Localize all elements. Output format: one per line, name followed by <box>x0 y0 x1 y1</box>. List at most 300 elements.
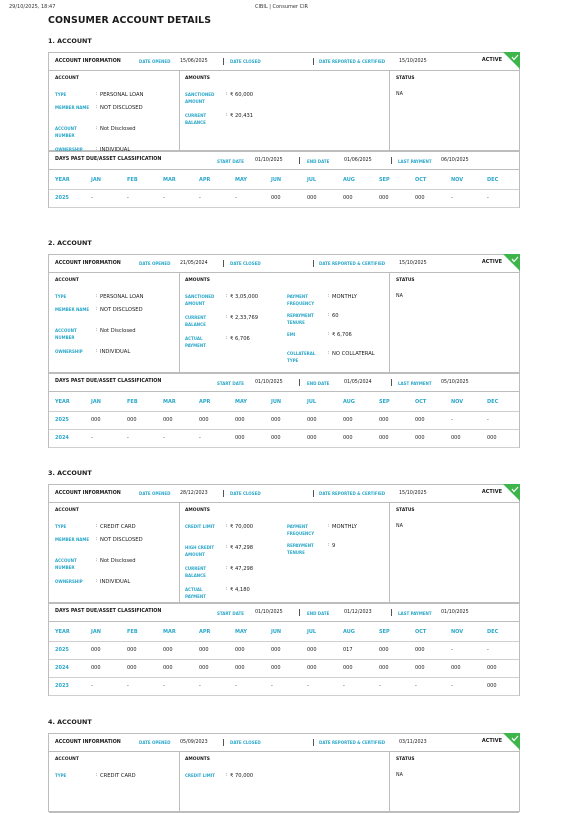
dpd-value: 000 <box>235 647 245 653</box>
account-number-field-label: ACCOUNT NUMBER <box>55 126 77 138</box>
date-reported-label: DATE REPORTED & CERTIFIED <box>319 261 386 266</box>
type-field-colon: : <box>96 92 98 97</box>
separator <box>223 739 224 746</box>
dpd-value: 000 <box>127 665 137 671</box>
month-header: YEAR <box>55 399 70 405</box>
date-reported-value: 15/10/2025 <box>399 261 427 266</box>
amounts-column-header: AMOUNTS <box>185 757 210 762</box>
account-title: 2. ACCOUNT <box>48 239 92 247</box>
month-header: NOV <box>451 629 464 635</box>
month-header: AUG <box>343 399 355 405</box>
amount-field-value: 9 <box>332 543 336 549</box>
account-column <box>49 502 180 602</box>
separator <box>299 157 300 164</box>
type-field-value: CREDIT CARD <box>100 773 136 779</box>
dpd-bar <box>49 152 519 170</box>
amount-field-label: REPAYMENT TENURE <box>287 313 314 325</box>
dpd-value: 000 <box>271 647 281 653</box>
dpd-value: - <box>451 417 453 423</box>
month-header: JUN <box>271 629 282 635</box>
separator <box>299 379 300 386</box>
last-payment-value: 06/10/2025 <box>441 158 469 163</box>
month-header: JUN <box>271 177 282 183</box>
date-closed-label: DATE CLOSED <box>230 491 261 496</box>
dpd-value: - <box>487 195 489 201</box>
amount-field-value: ₹ 47,298 <box>230 545 254 551</box>
status-badge: ACTIVE <box>481 489 502 495</box>
month-header: JAN <box>91 629 101 635</box>
amount-field-label: COLLATERAL TYPE <box>287 351 316 363</box>
print-header <box>9 4 554 14</box>
amount-field-colon: : <box>226 113 228 118</box>
account-details-columns <box>49 502 519 604</box>
account-card <box>48 484 520 696</box>
status-column-header: STATUS <box>396 757 415 762</box>
ownership-field-label: OWNERSHIP <box>55 349 83 354</box>
dpd-value: 000 <box>307 195 317 201</box>
amounts-column-header: AMOUNTS <box>185 508 210 513</box>
account-card <box>48 733 520 812</box>
account-column <box>49 751 180 811</box>
dpd-title: DAYS PAST DUE/ASSET CLASSIFICATION <box>55 609 162 614</box>
type-field-label: TYPE <box>55 773 67 778</box>
member-name-field-value: NOT DISCLOSED <box>100 537 143 543</box>
type-field-value: PERSONAL LOAN <box>100 294 144 300</box>
dpd-value: 000 <box>379 435 389 441</box>
amount-field-colon: : <box>226 294 228 299</box>
date-reported-label: DATE REPORTED & CERTIFIED <box>319 740 386 745</box>
month-header: YEAR <box>55 177 70 183</box>
dpd-value: 000 <box>307 665 317 671</box>
amount-field-colon: : <box>226 524 228 529</box>
ownership-field-label: OWNERSHIP <box>55 147 83 152</box>
amounts-column <box>179 272 390 372</box>
member-name-field-colon: : <box>96 537 98 542</box>
start-date-value: 01/10/2025 <box>255 610 283 615</box>
date-closed-label: DATE CLOSED <box>230 261 261 266</box>
dpd-value: - <box>163 435 165 441</box>
dpd-value: - <box>127 195 129 201</box>
type-field-colon: : <box>96 524 98 529</box>
ownership-field-value: INDIVIDUAL <box>100 349 131 355</box>
month-header: NOV <box>451 177 464 183</box>
account-information-bar <box>49 734 519 752</box>
dpd-title: DAYS PAST DUE/ASSET CLASSIFICATION <box>55 379 162 384</box>
member-name-field-label: MEMBER NAME <box>55 105 90 110</box>
dpd-value: - <box>199 435 201 441</box>
member-name-field-colon: : <box>96 307 98 312</box>
status-badge: ACTIVE <box>481 259 502 265</box>
dpd-value: 000 <box>415 195 425 201</box>
account-information-bar <box>49 485 519 503</box>
type-field-label: TYPE <box>55 524 67 529</box>
amount-field-colon: : <box>226 92 228 97</box>
amount-field-label: PAYMENT FREQUENCY <box>287 294 315 306</box>
amount-field-value: 60 <box>332 313 339 319</box>
last-payment-value: 01/10/2025 <box>441 610 469 615</box>
last-payment-label: LAST PAYMENT <box>398 159 432 164</box>
amount-field-label: PAYMENT FREQUENCY <box>287 524 315 536</box>
status-value: NA <box>396 294 403 299</box>
month-header: AUG <box>343 177 355 183</box>
separator <box>313 490 314 497</box>
account-column-header: ACCOUNT <box>55 76 79 81</box>
amount-field-colon: : <box>328 313 330 318</box>
amount-field-value: ₹ 6,706 <box>332 332 352 338</box>
dpd-value: 000 <box>163 647 173 653</box>
dpd-value: - <box>487 417 489 423</box>
month-header: OCT <box>415 177 427 183</box>
month-header: MAY <box>235 399 247 405</box>
dpd-value: 000 <box>235 417 245 423</box>
date-opened-label: DATE OPENED <box>139 740 171 745</box>
start-date-label: START DATE <box>217 159 244 164</box>
active-check-icon <box>503 52 520 69</box>
date-opened-label: DATE OPENED <box>139 59 171 64</box>
status-value: NA <box>396 773 403 778</box>
month-header: JAN <box>91 177 101 183</box>
status-badge: ACTIVE <box>481 738 502 744</box>
amount-field-value: ₹ 70,000 <box>230 773 254 779</box>
month-header: MAR <box>163 399 176 405</box>
account-information-label: ACCOUNT INFORMATION <box>55 261 121 266</box>
member-name-field-colon: : <box>96 105 98 110</box>
amount-field-colon: : <box>226 566 228 571</box>
amount-field-colon: : <box>328 294 330 299</box>
separator <box>313 260 314 267</box>
status-badge: ACTIVE <box>481 57 502 63</box>
amount-field-colon: : <box>226 315 228 320</box>
dpd-value: - <box>163 683 165 689</box>
dpd-value: 000 <box>379 195 389 201</box>
end-date-value: 01/12/2023 <box>344 610 372 615</box>
end-date-label: END DATE <box>307 381 330 386</box>
amount-field-label: ACTUAL PAYMENT <box>185 336 206 348</box>
dpd-year: 2023 <box>55 683 69 689</box>
dpd-value: - <box>379 683 381 689</box>
dpd-value: 000 <box>199 647 209 653</box>
dpd-year: 2025 <box>55 195 69 201</box>
amount-field-label: ACTUAL PAYMENT <box>185 587 206 599</box>
ownership-field-colon: : <box>96 147 98 152</box>
type-field-colon: : <box>96 773 98 778</box>
dpd-value: 000 <box>379 647 389 653</box>
dpd-value: 000 <box>451 435 461 441</box>
dpd-header-row <box>49 393 519 412</box>
dpd-value: 000 <box>307 417 317 423</box>
amounts-column <box>179 751 390 811</box>
account-number-field-value: Not Disclosed <box>100 558 136 564</box>
date-reported-value: 03/11/2023 <box>399 740 427 745</box>
dpd-value: 000 <box>199 665 209 671</box>
ownership-field-colon: : <box>96 349 98 354</box>
last-payment-value: 05/10/2025 <box>441 380 469 385</box>
month-header: DEC <box>487 177 499 183</box>
dpd-value: - <box>271 683 273 689</box>
account-details-columns <box>49 272 519 374</box>
dpd-value: 000 <box>451 665 461 671</box>
active-check-icon <box>503 733 520 750</box>
dpd-value: 000 <box>127 417 137 423</box>
amounts-column <box>179 70 390 150</box>
account-number-field-colon: : <box>96 328 98 333</box>
amount-field-label: SANCTIONED AMOUNT <box>185 294 215 306</box>
month-header: FEB <box>127 629 138 635</box>
dpd-value: 000 <box>415 665 425 671</box>
status-column <box>390 272 518 372</box>
dpd-value: 000 <box>415 435 425 441</box>
month-header: APR <box>199 177 211 183</box>
month-header: SEP <box>379 399 390 405</box>
date-opened-label: DATE OPENED <box>139 261 171 266</box>
month-header: APR <box>199 399 211 405</box>
status-column <box>390 502 518 602</box>
month-header: MAR <box>163 177 176 183</box>
amount-field-value: ₹ 2,33,769 <box>230 315 259 321</box>
dpd-value: - <box>451 647 453 653</box>
date-opened-value: 15/06/2025 <box>180 59 208 64</box>
dpd-year: 2024 <box>55 435 69 441</box>
last-payment-label: LAST PAYMENT <box>398 381 432 386</box>
account-title: 3. ACCOUNT <box>48 469 92 477</box>
dpd-value: 000 <box>91 647 101 653</box>
start-date-label: START DATE <box>217 381 244 386</box>
dpd-bar <box>49 374 519 392</box>
month-header: FEB <box>127 177 138 183</box>
account-number-field-label: ACCOUNT NUMBER <box>55 558 77 570</box>
dpd-row <box>49 411 519 430</box>
date-opened-value: 21/05/2024 <box>180 261 208 266</box>
date-reported-label: DATE REPORTED & CERTIFIED <box>319 59 386 64</box>
dpd-value: 000 <box>487 665 497 671</box>
print-title: CIBIL | Consumer CIR <box>254 4 309 10</box>
account-column <box>49 272 180 372</box>
active-check-icon <box>503 484 520 501</box>
amount-field-value: ₹ 47,298 <box>230 566 254 572</box>
dpd-value: 000 <box>343 195 353 201</box>
dpd-year: 2025 <box>55 417 69 423</box>
status-value: NA <box>396 92 403 97</box>
date-reported-label: DATE REPORTED & CERTIFIED <box>319 491 386 496</box>
separator <box>223 58 224 65</box>
account-column <box>49 70 180 153</box>
amount-field-value: ₹ 4,180 <box>230 587 250 593</box>
account-number-field-colon: : <box>96 126 98 131</box>
separator <box>223 260 224 267</box>
account-details-columns <box>49 70 519 152</box>
dpd-row <box>49 429 519 448</box>
amount-field-label: REPAYMENT TENURE <box>287 543 314 555</box>
dpd-value: 000 <box>379 417 389 423</box>
amount-field-value: MONTHLY <box>332 524 357 530</box>
active-check-icon <box>503 254 520 271</box>
account-information-bar <box>49 255 519 273</box>
month-header: JUL <box>307 177 317 183</box>
status-column <box>390 70 518 150</box>
account-number-field-value: Not Disclosed <box>100 126 136 132</box>
month-header: JUN <box>271 399 282 405</box>
dpd-value: 000 <box>235 435 245 441</box>
amount-field-label: CURRENT BALANCE <box>185 113 207 125</box>
account-card <box>48 254 520 448</box>
amount-field-label: SANCTIONED AMOUNT <box>185 92 215 104</box>
status-column-header: STATUS <box>396 278 415 283</box>
dpd-value: 000 <box>343 665 353 671</box>
dpd-row <box>49 677 519 696</box>
amounts-column-header: AMOUNTS <box>185 278 210 283</box>
dpd-value: - <box>199 195 201 201</box>
dpd-header-row <box>49 171 519 190</box>
member-name-field-label: MEMBER NAME <box>55 537 90 542</box>
ownership-field-value: INDIVIDUAL <box>100 147 131 153</box>
type-field-label: TYPE <box>55 92 67 97</box>
account-information-label: ACCOUNT INFORMATION <box>55 59 121 64</box>
account-number-field-label: ACCOUNT NUMBER <box>55 328 77 340</box>
date-opened-value: 05/09/2023 <box>180 740 208 745</box>
dpd-value: 000 <box>379 665 389 671</box>
end-date-value: 01/05/2024 <box>344 380 372 385</box>
dpd-value: - <box>487 647 489 653</box>
account-card <box>48 52 520 208</box>
amount-field-label: EMI <box>287 332 296 337</box>
dpd-row <box>49 189 519 208</box>
ownership-field-label: OWNERSHIP <box>55 579 83 584</box>
dpd-value: 000 <box>487 435 497 441</box>
dpd-value: 000 <box>127 647 137 653</box>
amount-field-value: ₹ 70,000 <box>230 524 254 530</box>
start-date-value: 01/10/2025 <box>255 380 283 385</box>
amount-field-label: HIGH CREDIT AMOUNT <box>185 545 215 557</box>
separator <box>313 58 314 65</box>
dpd-value: - <box>91 435 93 441</box>
dpd-value: - <box>451 683 453 689</box>
date-closed-label: DATE CLOSED <box>230 740 261 745</box>
dpd-value: 000 <box>415 647 425 653</box>
dpd-value: 000 <box>271 435 281 441</box>
dpd-value: 000 <box>271 417 281 423</box>
print-timestamp: 29/10/2025, 18:47 <box>9 4 56 10</box>
account-number-field-colon: : <box>96 558 98 563</box>
amount-field-colon: : <box>226 773 228 778</box>
amount-field-value: ₹ 6,706 <box>230 336 250 342</box>
account-information-bar <box>49 53 519 71</box>
dpd-value: - <box>91 195 93 201</box>
dpd-value: - <box>127 435 129 441</box>
month-header: JAN <box>91 399 101 405</box>
month-header: APR <box>199 629 211 635</box>
status-column-header: STATUS <box>396 76 415 81</box>
member-name-field-value: NOT DISCLOSED <box>100 105 143 111</box>
month-header: SEP <box>379 177 390 183</box>
start-date-value: 01/10/2025 <box>255 158 283 163</box>
date-reported-value: 15/10/2025 <box>399 59 427 64</box>
date-opened-label: DATE OPENED <box>139 491 171 496</box>
separator <box>391 379 392 386</box>
dpd-value: - <box>307 683 309 689</box>
amount-field-colon: : <box>328 543 330 548</box>
dpd-value: 000 <box>307 435 317 441</box>
member-name-field-value: NOT DISCLOSED <box>100 307 143 313</box>
dpd-value: - <box>235 683 237 689</box>
type-field-label: TYPE <box>55 294 67 299</box>
month-header: SEP <box>379 629 390 635</box>
month-header: MAY <box>235 629 247 635</box>
account-number-field-value: Not Disclosed <box>100 328 136 334</box>
last-payment-label: LAST PAYMENT <box>398 611 432 616</box>
amounts-column-header: AMOUNTS <box>185 76 210 81</box>
dpd-row <box>49 641 519 660</box>
dpd-value: - <box>163 195 165 201</box>
amount-field-value: MONTHLY <box>332 294 357 300</box>
month-header: JUL <box>307 399 317 405</box>
dpd-value: 000 <box>235 665 245 671</box>
amount-field-label: CREDIT LIMIT <box>185 773 215 778</box>
dpd-value: 000 <box>163 665 173 671</box>
dpd-value: 000 <box>343 417 353 423</box>
dpd-value: 000 <box>163 417 173 423</box>
month-header: MAY <box>235 177 247 183</box>
amount-field-colon: : <box>226 336 228 341</box>
month-header: NOV <box>451 399 464 405</box>
month-header: MAR <box>163 629 176 635</box>
date-opened-value: 28/12/2023 <box>180 491 208 496</box>
status-column <box>390 751 518 811</box>
amount-field-label: CURRENT BALANCE <box>185 566 207 578</box>
month-header: AUG <box>343 629 355 635</box>
account-column-header: ACCOUNT <box>55 757 79 762</box>
start-date-label: START DATE <box>217 611 244 616</box>
type-field-value: CREDIT CARD <box>100 524 136 530</box>
dpd-value: 000 <box>487 683 497 689</box>
separator <box>391 157 392 164</box>
dpd-value: 000 <box>91 665 101 671</box>
end-date-label: END DATE <box>307 611 330 616</box>
dpd-value: 000 <box>271 195 281 201</box>
amount-field-colon: : <box>226 587 228 592</box>
dpd-value: 000 <box>271 665 281 671</box>
amount-field-colon: : <box>328 332 330 337</box>
month-header: YEAR <box>55 629 70 635</box>
amount-field-label: CREDIT LIMIT <box>185 524 215 529</box>
date-closed-label: DATE CLOSED <box>230 59 261 64</box>
ownership-field-value: INDIVIDUAL <box>100 579 131 585</box>
member-name-field-label: MEMBER NAME <box>55 307 90 312</box>
amount-field-colon: : <box>328 524 330 529</box>
dpd-value: 000 <box>307 647 317 653</box>
dpd-value: - <box>199 683 201 689</box>
dpd-value: 000 <box>343 435 353 441</box>
dpd-value: 000 <box>415 417 425 423</box>
amount-field-colon: : <box>226 545 228 550</box>
dpd-value: - <box>451 195 453 201</box>
month-header: OCT <box>415 629 427 635</box>
dpd-value: 000 <box>91 417 101 423</box>
dpd-bar <box>49 604 519 622</box>
separator <box>299 609 300 616</box>
amounts-column <box>179 502 390 602</box>
dpd-header-row <box>49 623 519 642</box>
month-header: JUL <box>307 629 317 635</box>
status-value: NA <box>396 524 403 529</box>
month-header: DEC <box>487 399 499 405</box>
dpd-value: - <box>91 683 93 689</box>
separator <box>313 739 314 746</box>
month-header: DEC <box>487 629 499 635</box>
account-column-header: ACCOUNT <box>55 278 79 283</box>
end-date-value: 01/06/2025 <box>344 158 372 163</box>
dpd-value: - <box>415 683 417 689</box>
amount-field-value: ₹ 20,431 <box>230 113 254 119</box>
